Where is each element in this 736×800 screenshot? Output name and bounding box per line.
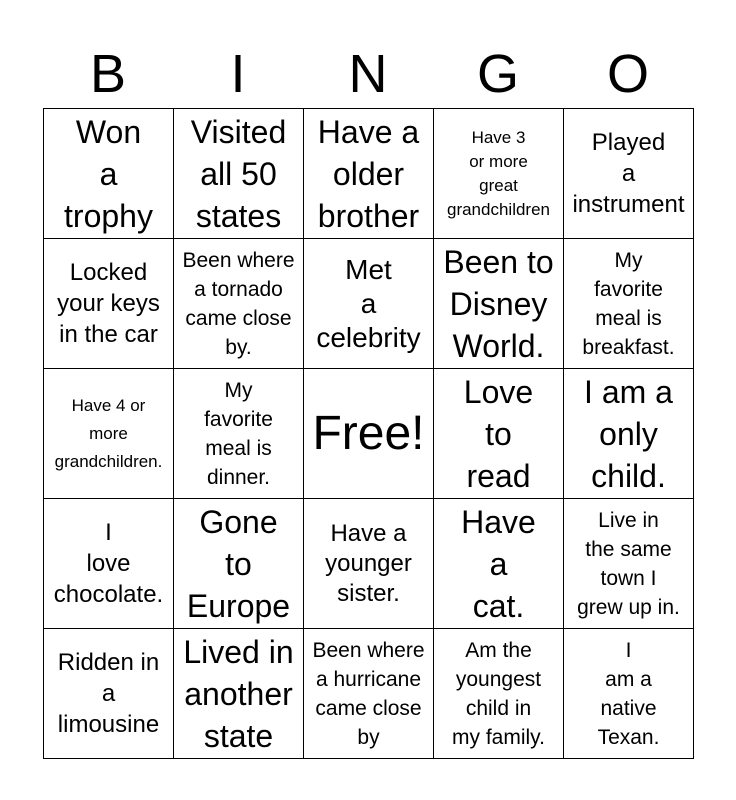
bingo-cell[interactable]: My favorite meal is dinner. bbox=[174, 369, 304, 499]
bingo-cell[interactable]: I am a only child. bbox=[564, 369, 694, 499]
bingo-cell[interactable]: Have a older brother bbox=[304, 109, 434, 239]
bingo-board bbox=[43, 108, 694, 759]
bingo-cell[interactable]: Have a younger sister. bbox=[304, 499, 434, 629]
bingo-cell[interactable]: Lived in another state bbox=[174, 629, 304, 759]
header-letter-g: G bbox=[476, 44, 519, 104]
bingo-cell[interactable]: Visited all 50 states bbox=[174, 109, 304, 239]
header-letter-o: O bbox=[606, 44, 649, 104]
free-space[interactable]: Free! bbox=[304, 369, 434, 499]
bingo-cell[interactable]: Have 3 or more great grandchildren bbox=[434, 109, 564, 239]
bingo-cell[interactable]: Live in the same town I grew up in. bbox=[564, 499, 694, 629]
bingo-cell[interactable]: Been where a tornado came close by. bbox=[174, 239, 304, 369]
bingo-cell[interactable]: Been to Disney World. bbox=[434, 239, 564, 369]
bingo-cell[interactable]: Locked your keys in the car bbox=[44, 239, 174, 369]
bingo-cell[interactable]: Been where a hurricane came close by bbox=[304, 629, 434, 759]
bingo-cell[interactable]: Gone to Europe bbox=[174, 499, 304, 629]
bingo-cell[interactable]: Love to read bbox=[434, 369, 564, 499]
board-row bbox=[44, 629, 694, 759]
board-row bbox=[44, 239, 694, 369]
bingo-cell[interactable]: Have 4 or more grandchildren. bbox=[44, 369, 174, 499]
bingo-cell[interactable]: Am the youngest child in my family. bbox=[434, 629, 564, 759]
bingo-cell[interactable]: Met a celebrity bbox=[304, 239, 434, 369]
board-row bbox=[44, 369, 694, 499]
board-row bbox=[44, 109, 694, 239]
bingo-cell[interactable]: My favorite meal is breakfast. bbox=[564, 239, 694, 369]
bingo-cell[interactable]: Played a instrument bbox=[564, 109, 694, 239]
header-letter-b: B bbox=[89, 44, 127, 104]
header-letter-i: I bbox=[230, 44, 246, 104]
bingo-header bbox=[43, 40, 693, 108]
bingo-cell[interactable]: Won a trophy bbox=[44, 109, 174, 239]
bingo-cell[interactable]: I love chocolate. bbox=[44, 499, 174, 629]
bingo-cell[interactable]: I am a native Texan. bbox=[564, 629, 694, 759]
bingo-cell[interactable]: Ridden in a limousine bbox=[44, 629, 174, 759]
header-letter-n: N bbox=[348, 44, 388, 104]
bingo-cell[interactable]: Have a cat. bbox=[434, 499, 564, 629]
board-row bbox=[44, 499, 694, 629]
